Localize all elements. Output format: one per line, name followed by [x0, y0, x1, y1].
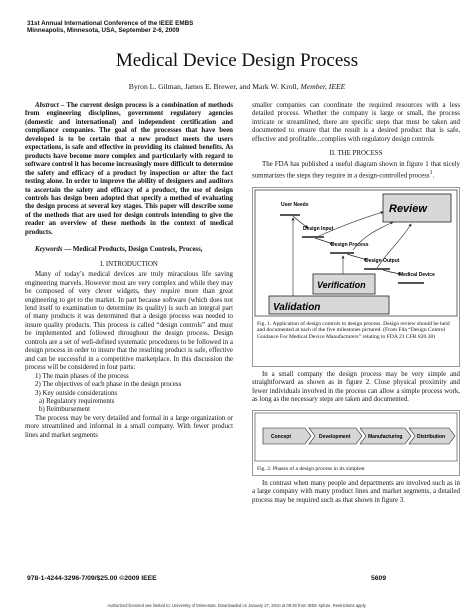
list-item: 1) The main phases of the process [35, 372, 129, 380]
figure-2 [252, 410, 460, 476]
keywords-text: — Medical Products, Design Controls, Process, [62, 246, 203, 254]
phase-label: Development [319, 433, 351, 440]
process-text-end: . [432, 172, 435, 180]
conference-name: 31st Annual International Conference of the IEEE EMBS [27, 20, 194, 27]
author-affiliation: Member, IEEE [300, 82, 346, 91]
author-names: Byron L. Gilman, James E. Brewer, and Mark W. Kroll, [128, 82, 301, 91]
left-column [25, 102, 233, 440]
abstract-label: Abstract [35, 102, 59, 109]
keywords-label: Keywords [35, 246, 63, 254]
list-item: 2) The objectives of each phase in the design process [35, 381, 182, 389]
process-paragraph [252, 161, 460, 181]
phase-label: Distribution [417, 433, 446, 440]
validation-label: Validation [273, 301, 321, 313]
keywords [25, 246, 233, 254]
design-input-label: Design Input [303, 225, 334, 232]
phase-label: Concept [271, 433, 291, 440]
authors-line [0, 82, 474, 91]
design-process-bar [330, 252, 354, 254]
intro-paragraph-2: The process may be very detailed and formal in a large organization or more streamlined and informal in a small company. With fewer product lines and market segments [25, 414, 233, 439]
fda-waterfall-diagram [253, 188, 459, 318]
section-heading-process: II. THE PROCESS [329, 150, 383, 158]
page-number: 5609 [371, 575, 387, 582]
process-text: The FDA has published a useful diagram shown in figure 1 that nicely summarizes the steps they require in a design-controlled process [252, 160, 460, 180]
design-output-bar [364, 268, 390, 270]
isbn-copyright: 978-1-4244-3296-7/09/$25.00 ©2009 IEEE [27, 575, 157, 582]
list-item: b) Reimbursement [39, 406, 91, 414]
parts-list [25, 373, 233, 415]
right-column [252, 102, 460, 505]
list-item: 3) Key outside considerations [35, 389, 118, 397]
continued-paragraph: smaller companies can coordinate the required resources with a less detailed process. Whether the company is large or small, the process intricate or streamlined, there are specific steps that must be taken and documented to ensure that the result is a desired product that is safe, effective and profitable...complies with regulatory design controls [252, 102, 460, 143]
abstract [25, 102, 233, 237]
list-item: a) Regulatory requirements [39, 397, 115, 405]
verification-label: Verification [317, 279, 366, 290]
conference-location: Minneapolis, Minnesota, USA, September 2-6, 2009 [27, 27, 180, 35]
large-company-paragraph: In contrast when many people and departments are involved such as in a large company with many product lines and market segments, a detailed process may be required such as that shown in figure 3. [252, 479, 460, 504]
phases-diagram [253, 411, 459, 463]
figure-1-caption: Fig. 1. Application of design controls to design process. Design review should be held and documented at each of the five milestones pictured. (From Fda “Design Control Guidance For Medical Device Manufacturers” relating to FDA 21 CFR 820.30) [257, 320, 450, 340]
user-needs-label: User Needs [281, 201, 309, 208]
intro-paragraph: Many of today’s medical devices are truly miraculous life saving engineering marvels. However most are very complex and while they may be composed of very clever widgets, they require more than great engineering to get to the market. In part because software (which does not lend itself to examination to determine its quality) is such an integral part of many products it was determined that a design process was needed to insure quality products. This process is called “design controls” and must be implemented and followed throughout the design process. Design controls are a set of well-defined systematic procedures to be followed in a design process in order to insure that the resulting product is safe, effective and can be successful in a competitive marketplace. In this discussion the process will be considered in four parts: [25, 271, 233, 372]
phase-label: Manufacturing [368, 433, 403, 440]
abstract-text: – The current design process is a combination of methods from engineering disciplines, government regulatory agencies (domestic and international) and independent certification and compliance companies. The goal of the processes that have been developed is to be certain that a new product meets the users expectations, is safe and effective in providing its claimed benefits. As products have become more complex and particularly with regard to software control it has become increasingly more difficult to determine the safety and efficacy of a product by inspection or after the fact testing alone. In order to improve the ability of designers and auditors to ascertain the safety and efficacy of a product, the use of design controls has design been adopted that specify a method of evaluating the design process at several key stages. This paper will describe some of the methods that are used for design controls intending to give the reader an overview of these methods in the context of medical products. [25, 102, 233, 236]
design-input-bar [302, 236, 324, 238]
figure-2-caption: Fig. 2. Phases of a design process in its simplest [257, 465, 365, 472]
design-process-label: Design Process [331, 241, 369, 248]
medical-device-label: Medical Device [399, 271, 435, 278]
review-label: Review [389, 202, 427, 215]
figure-1 [252, 187, 460, 367]
small-company-paragraph: In a small company the design process may be very simple and straightforward as shown as in figure 2. Close physical proximity and fewer individuals involved in the process can allow a simple process work, as long as the necessary steps are taken and documented. [252, 370, 460, 404]
medical-device-bar [398, 282, 424, 284]
paper-title: Medical Device Design Process [115, 50, 359, 71]
user-needs-bar [280, 214, 300, 216]
footnote-ref: 1 [429, 170, 433, 177]
license-notice: Authorized licensed use limited to: University of Minnesota. Downloaded on January 27, 2010 at 09:29 from IEEE Xplore. Restrictions apply. [107, 603, 367, 608]
design-output-label: Design Output [365, 257, 400, 264]
section-heading-introduction: I. INTRODUCTION [100, 260, 158, 268]
conference-header [27, 20, 193, 34]
